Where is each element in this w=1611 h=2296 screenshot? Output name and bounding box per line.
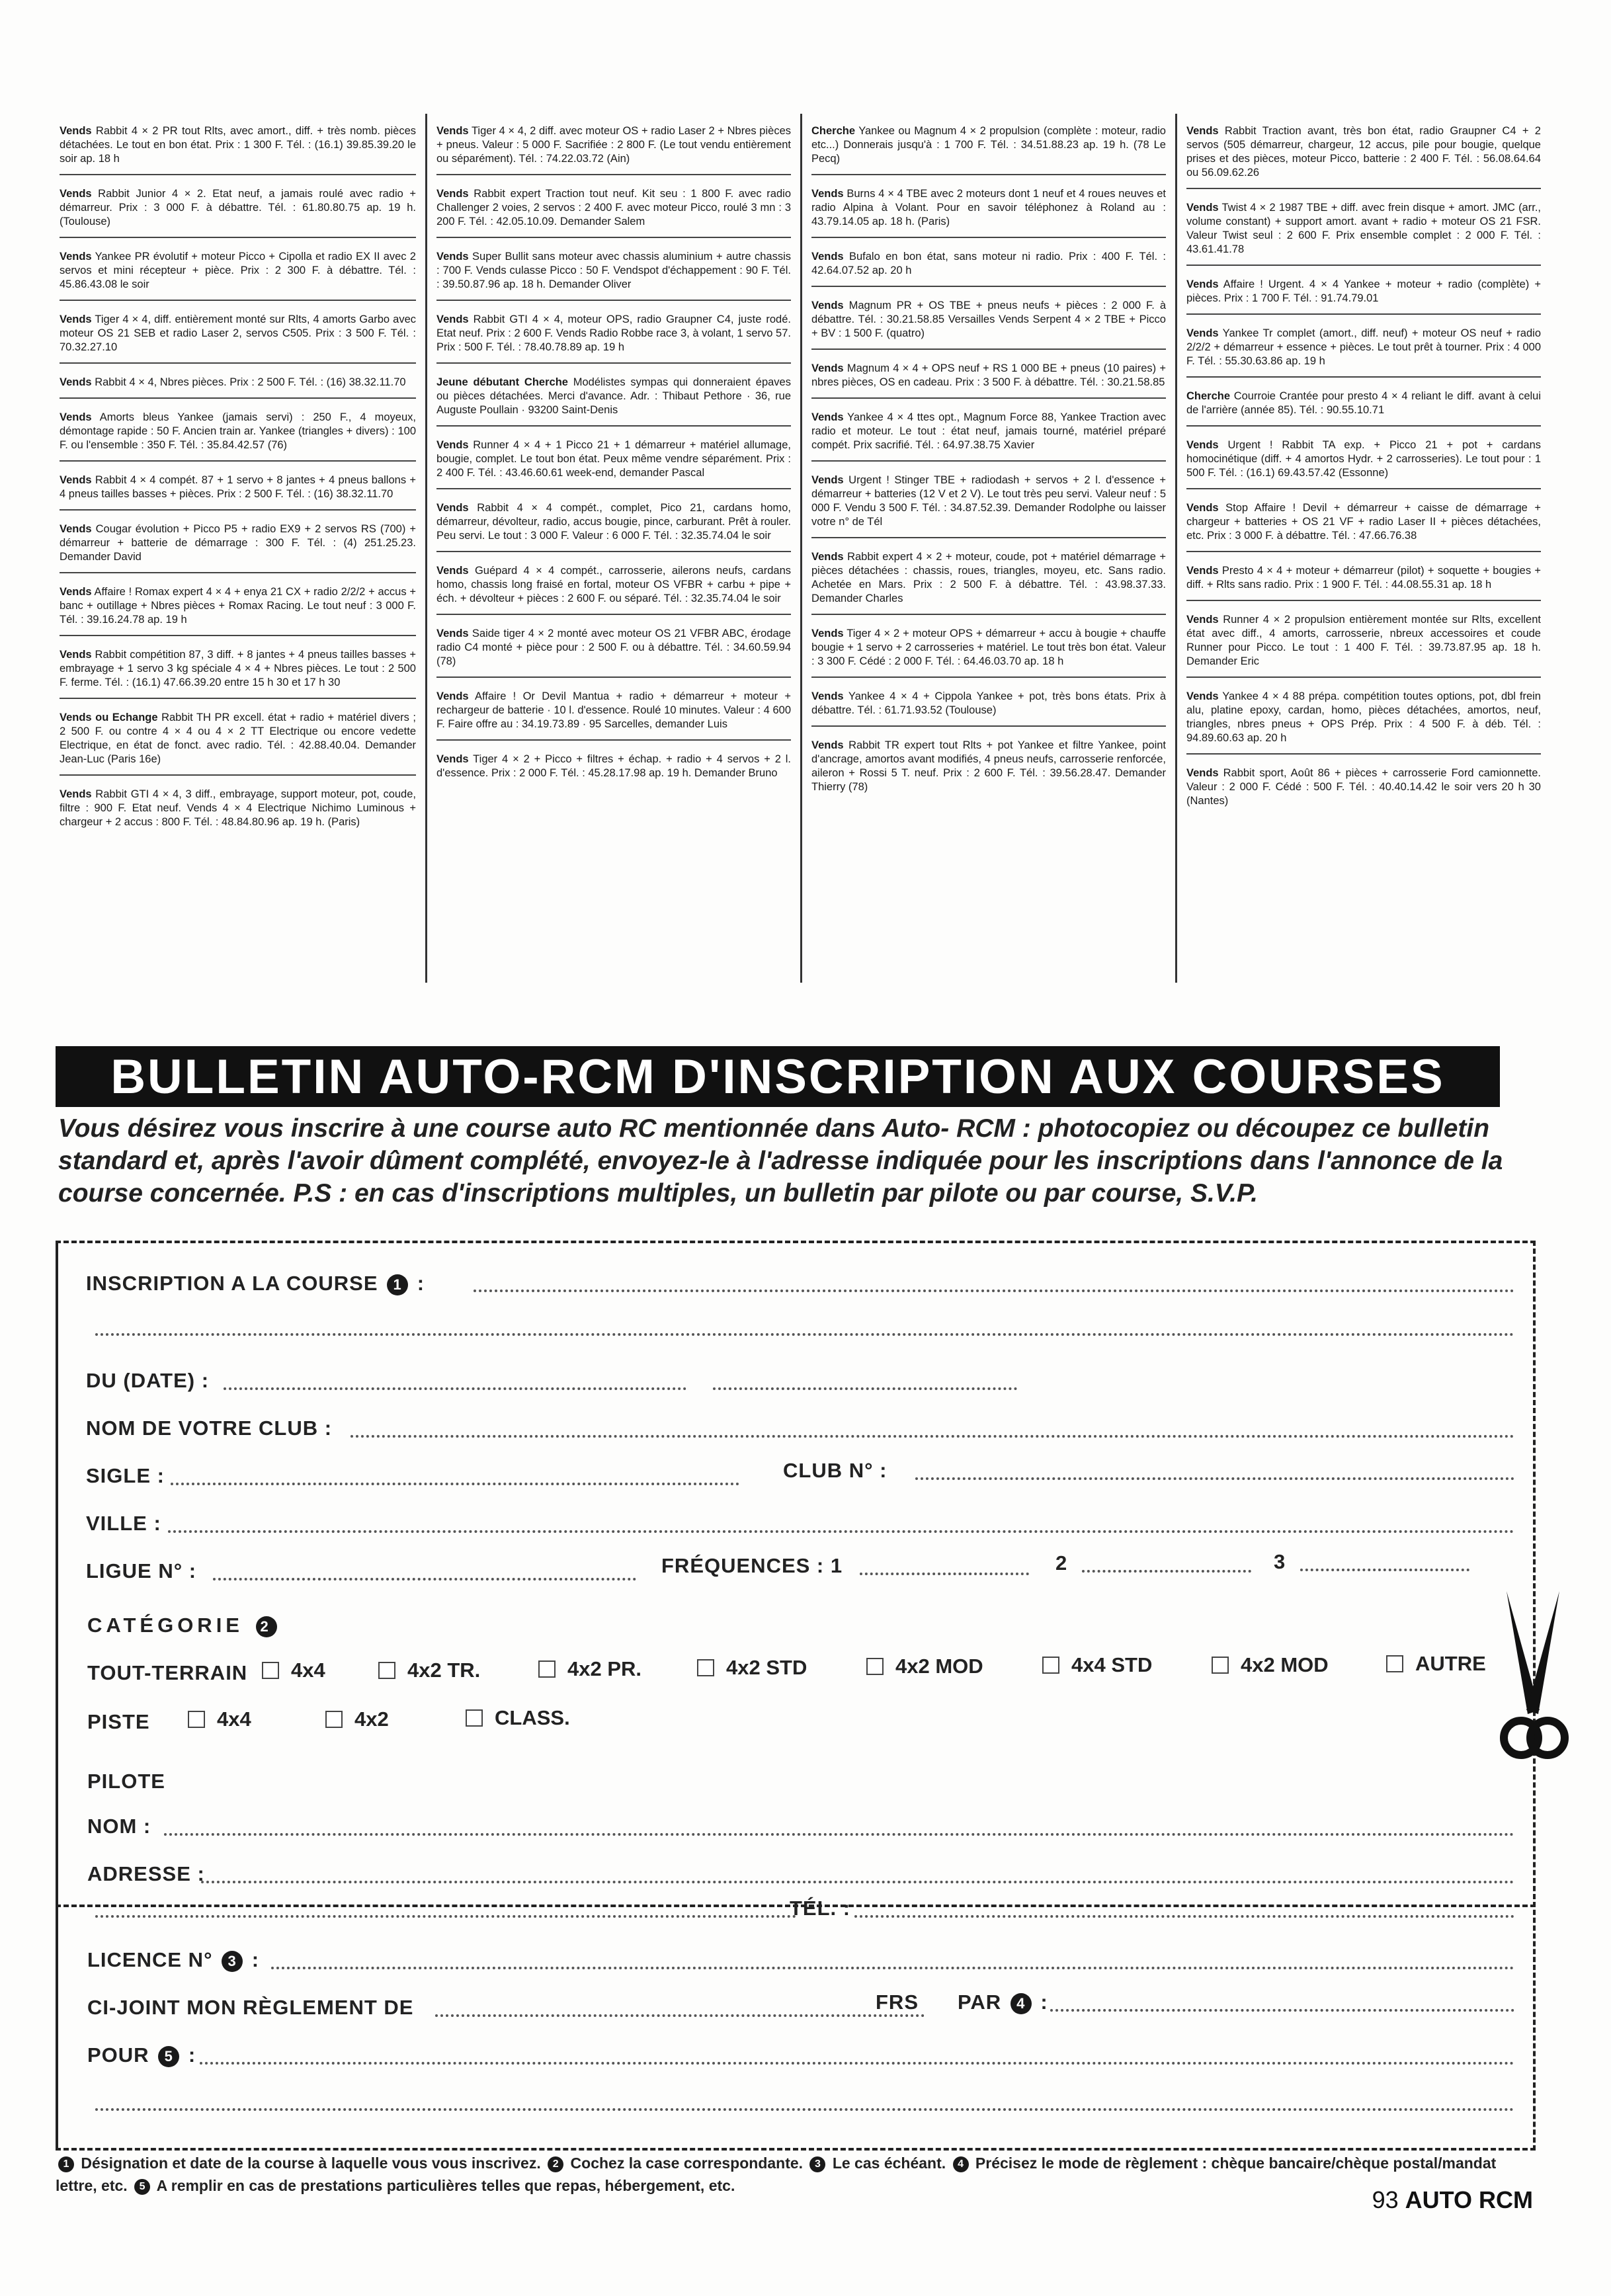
sigle-field[interactable] xyxy=(171,1483,739,1485)
classified-ad xyxy=(811,295,1166,350)
registration-form xyxy=(56,1241,1536,1907)
checkbox[interactable] xyxy=(538,1660,556,1678)
ad-keyword: Vends xyxy=(811,188,844,200)
ad-text: Runner 4 × 2 propulsion entièrement montée sur Rlts, excellent état avec diff., 4 amorts, carrosserie, nbreux accessoires et coude Runner pour Picco. Le tout : 1 400 F. Tél. : 39.73.87.95 ap. 18 h. Demander Eric xyxy=(1186,614,1541,667)
option-label: 4x4 xyxy=(217,1707,251,1731)
classified-ad xyxy=(1186,497,1541,552)
tt-option-4x2-std[interactable] xyxy=(697,1656,807,1680)
ad-keyword: Cherche xyxy=(1186,390,1231,402)
option-label: 4x2 MOD xyxy=(895,1655,983,1678)
classified-ad xyxy=(436,372,791,427)
classified-ad xyxy=(60,183,416,238)
option-label: 4x2 PR. xyxy=(567,1657,642,1680)
ad-keyword: Vends ou Echange xyxy=(60,712,158,723)
ad-text: Rabbit compétition 87, 3 diff. + 8 jantes + 4 pneus tailles basses + embrayage + 1 servo 3 kg spéciale 4 × 4 + Nbres pièces. Le tout : 2 500 F. ferme. Tél. : (16.1) 47.66.39.20 entre 15 h 30 et 17 h 30 xyxy=(60,649,416,688)
ad-text: Yankee 4 × 4 + Cippola Yankee + pot, très bons états. Prix à débattre. Tél. : 61.71.93.52 (Toulouse) xyxy=(811,690,1166,716)
ad-keyword: Vends xyxy=(1186,125,1219,137)
checkbox[interactable] xyxy=(378,1662,395,1679)
tt-option-4x2-mod[interactable] xyxy=(866,1655,983,1678)
ad-keyword: Vends xyxy=(811,628,844,639)
checkbox[interactable] xyxy=(1212,1657,1229,1674)
ad-text: Urgent ! Stinger TBE + radiodash + servos + 2 l. d'essence + démarreur + batteries (12 V et 2 V). Le tout très peu servi. Valeur neuf : 5 000 F. Vendu 3 500 F. Tél. : 34.87.52.39. Demander Rodolphe ou laisser votre n° de Tél xyxy=(811,474,1166,528)
ad-keyword: Vends xyxy=(60,188,92,200)
ad-text: Presto 4 × 4 + moteur + démarreur (pilot) + soquette + bougies + diff. + Rlts sans radio. Prix : 1 900 F. Tél. : 44.08.55.31 ap. 18 h xyxy=(1186,565,1541,591)
classified-ad xyxy=(60,372,416,399)
pour-label: POUR 5 : xyxy=(87,2043,196,2067)
bulletin-title: BULLETIN AUTO-RCM D'INSCRIPTION AUX COURSES xyxy=(110,1049,1445,1104)
categorie-text: CATÉGORIE xyxy=(87,1614,243,1637)
ad-text: Rabbit 4 × 4 compét., complet, Pico 21, cardans homo, démarreur, dévolteur, radio, accus bougie, pince, carburant. Prêt à rouler. Peu servi. Le tout : 3 000 F. Valeur : 6 000 F. Tél. : 32.35.74.04 le soir xyxy=(436,502,791,542)
tt-option-4x2-tr[interactable] xyxy=(378,1659,480,1682)
classified-ad xyxy=(60,470,416,511)
ad-keyword: Vends xyxy=(60,649,92,661)
frs-label: FRS xyxy=(876,1990,919,2014)
ad-keyword: Vends xyxy=(436,565,469,577)
par-text: PAR xyxy=(958,1990,1002,2014)
registration-form-lower xyxy=(56,1897,1536,2151)
checkbox[interactable] xyxy=(466,1709,483,1727)
ville-field[interactable] xyxy=(168,1530,1514,1533)
marker-4: 4 xyxy=(953,2156,969,2172)
footnote-5: A remplir en cas de prestations particulières telles que repas, hébergement, etc. xyxy=(156,2177,735,2194)
option-label: 4x4 xyxy=(291,1659,325,1682)
licence-label: LICENCE N° 3 : xyxy=(87,1948,260,1971)
page-number: 93 xyxy=(1372,2186,1399,2213)
ad-keyword: Vends xyxy=(60,376,92,388)
ad-keyword: Vends xyxy=(60,251,92,263)
ad-keyword: Vends xyxy=(436,502,469,514)
ad-text: Rabbit TH PR excell. état + radio + matériel divers ; 2 500 F. ou contre 4 × 4 ou 4 × 2 TT Electrique ou encore vedette Electrique, en état de fonct. avec radio. Tél. : 42.88.40.04. Demander Jean-Luc (Paris 16e) xyxy=(60,712,416,765)
ad-text: Guépard 4 × 4 compét., carrosserie, ailerons neufs, cardans homo, chassis long fraisé en fortal, moteur OS VFBR + carbu + pipe + éch. + dévolteur + pièces : 2 600 F. ou séparé. Tél. : 32.35.74.04 le soir xyxy=(436,565,791,604)
ad-text: Runner 4 × 4 + 1 Picco 21 + 1 démarreur + matériel allumage, bougie, complet. Le tout bon état. Peux même vendre séparément. Prix : 2 400 F. Tél. : 43.46.60.61 week-end, demander Pascal xyxy=(436,439,791,479)
ad-text: Magnum 4 × 4 + OPS neuf + RS 1 000 BE + pneus (10 paires) + nbres pièces, OS en cadeau. Prix : 3 500 F. à débattre. Tél. : 30.21.58.85 xyxy=(811,362,1166,388)
ad-keyword: Vends xyxy=(436,439,469,451)
classified-ad xyxy=(436,560,791,615)
classified-ad xyxy=(811,546,1166,615)
magazine-name: AUTO RCM xyxy=(1405,2186,1533,2213)
classified-ad xyxy=(436,246,791,301)
classified-ad xyxy=(1186,434,1541,489)
classified-ad xyxy=(60,407,416,462)
inscription-field-2[interactable] xyxy=(95,1333,1514,1336)
marker-2: 2 xyxy=(256,1616,277,1637)
ad-keyword: Vends xyxy=(1186,202,1219,214)
option-label: CLASS. xyxy=(495,1706,570,1729)
ad-text: Stop Affaire ! Devil + démarreur + caisse de démarrage + chargeur + batteries + OS 21 VF + radio Laser II + pièces détachées, etc. Prix : 3 000 F. à débattre. Tél. : 47.66.76.38 xyxy=(1186,502,1541,542)
classified-ad xyxy=(811,407,1166,462)
ads-column-1 xyxy=(50,114,425,983)
piste-option-4x2[interactable] xyxy=(325,1707,389,1731)
ad-keyword: Vends xyxy=(811,362,844,374)
footnote-4: Précisez le mode de règlement : chèque bancaire/chèque postal/mandat lettre, etc. xyxy=(56,2154,1497,2194)
classified-ad xyxy=(436,434,791,489)
ad-text: Tiger 4 × 2 + Picco + filtres + échap. + radio + 4 servos + 2 l. d'essence. Prix : 2 000 F. Tél. : 45.28.17.98 ap. 19 h. Demander Bruno xyxy=(436,753,791,779)
sigle-label: SIGLE : xyxy=(86,1464,165,1487)
club-no-field[interactable] xyxy=(915,1477,1514,1480)
classified-ad xyxy=(436,623,791,678)
classified-ad xyxy=(811,183,1166,238)
frequence-3-label: 3 xyxy=(1274,1550,1286,1573)
ad-keyword: Vends xyxy=(436,690,469,702)
option-label: 4x2 MOD xyxy=(1241,1653,1329,1676)
ad-keyword: Vends xyxy=(811,300,844,311)
licence-text: LICENCE N° xyxy=(87,1948,213,1971)
ad-text: Rabbit GTI 4 × 4, 3 diff., embrayage, support moteur, pot, coude, filtre : 900 F. Etat neuf. Vends 4 × 4 Electrique Nichimo Luminous + chargeur + 2 accus : 800 F. Tél. : 48.84.80.96 ap. 19 h. (Paris) xyxy=(60,788,416,828)
ad-keyword: Vends xyxy=(436,188,469,200)
classified-ad xyxy=(436,183,791,238)
marker-3: 3 xyxy=(222,1951,243,1972)
classified-ad xyxy=(60,707,416,776)
classified-ad xyxy=(60,309,416,364)
classified-ad xyxy=(811,623,1166,678)
ad-keyword: Vends xyxy=(811,551,844,563)
par-label: PAR 4 : xyxy=(958,1990,1048,2014)
reglement-field[interactable] xyxy=(435,2014,925,2017)
classified-ad xyxy=(436,497,791,552)
tout-terrain-label: TOUT-TERRAIN xyxy=(87,1661,248,1684)
scissors-icon xyxy=(1487,1584,1577,1783)
categorie-label xyxy=(87,1614,280,1637)
club-label: NOM DE VOTRE CLUB : xyxy=(86,1416,333,1440)
footnote-2: Cochez la case correspondante. xyxy=(570,2154,804,2172)
adresse-field[interactable] xyxy=(201,1881,1514,1883)
piste-option-class[interactable] xyxy=(466,1706,570,1730)
ad-keyword: Vends xyxy=(811,739,844,751)
ad-text: Rabbit TR expert tout Rlts + pot Yankee et filtre Yankee, point d'ancrage, amortos avant modifiés, 4 pneus neufs, carrosserie renforcée, aileron + Rossi 5 T. neuf. Prix : 2 600 F. Tél. : 39.56.28.47. Demander Thierry (78) xyxy=(811,739,1166,793)
ad-keyword: Vends xyxy=(1186,327,1219,339)
ad-keyword: Vends xyxy=(811,474,844,486)
ad-keyword: Vends xyxy=(811,690,844,702)
checkbox[interactable] xyxy=(1386,1655,1403,1672)
ad-keyword: Vends xyxy=(1186,439,1219,451)
ad-keyword: Vends xyxy=(1186,502,1219,514)
option-label: 4x2 xyxy=(354,1707,389,1731)
tel-label: TÉL. : xyxy=(790,1897,851,1920)
frequence-2-field[interactable] xyxy=(1082,1570,1251,1573)
date-field[interactable] xyxy=(224,1387,686,1390)
classified-ad xyxy=(1186,323,1541,378)
tt-option-4x2-mod-2[interactable] xyxy=(1212,1653,1329,1677)
bulletin-banner xyxy=(56,1046,1500,1107)
ad-text: Rabbit expert Traction tout neuf. Kit seu : 1 800 F. avec radio Challenger 2 voies, 2 servos : 2 400 F. avec moteur Picco, roulé 3 mn : 3 200 F. Tél. : 42.05.10.09. Demander Salem xyxy=(436,188,791,227)
ad-text: Rabbit Traction avant, très bon état, radio Graupner C4 + 2 servos (505 démarreur, chargeur, 12 accus, pile pour bougie, quelque prises et des pièces, moteur Picco, batterie : 2 400 F. Tél. : 56.08.64.64 ou 56.09.62.26 xyxy=(1186,125,1541,179)
ad-keyword: Vends xyxy=(1186,565,1219,577)
tt-option-4x4-std[interactable] xyxy=(1042,1653,1152,1677)
checkbox[interactable] xyxy=(866,1658,884,1675)
checkbox[interactable] xyxy=(188,1711,205,1728)
option-label: 4x4 STD xyxy=(1071,1653,1153,1676)
ad-text: Tiger 4 × 4, 2 diff. avec moteur OS + radio Laser 2 + Nbres pièces + pneus. Valeur : 5 000 F. Sacrifiée : 2 800 F. (Le tout vendu entièrement ou séparément). Tél. : 74.22.03.72 (Ain) xyxy=(436,125,791,165)
ad-text: Yankee 4 × 4 ttes opt., Magnum Force 88, Yankee Traction avec radio et moteur. Le tout : état neuf, jamais tourné, matériel préparé compét. Prix sacrifié. Tél. : 64.97.38.75 Xavier xyxy=(811,411,1166,451)
pour-field-2[interactable] xyxy=(95,2108,1514,2111)
ad-text: Magnum PR + OS TBE + pneus neufs + pièces : 2 000 F. à débattre. Tél. : 30.21.58.85 Versailles Vends Serpent 4 × 2 TBE + Picco + BV : 1 500 F. (quatro) xyxy=(811,300,1166,339)
marker-1: 1 xyxy=(387,1274,408,1295)
ad-text: Modélistes sympas qui donneraient épaves ou pièces détachées. Merci d'avance. Adr. : Thibaut Pethore · 36, rue Auguste Poullain · 93200 Saint-Denis xyxy=(436,376,791,416)
ad-keyword: Vends xyxy=(436,628,469,639)
frequences-label: FRÉQUENCES : 1 xyxy=(661,1554,843,1577)
frequence-1-field[interactable] xyxy=(860,1573,1029,1575)
ad-text: Rabbit Junior 4 × 2. Etat neuf, a jamais roulé avec radio + démarreur. Prix : 3 000 F. à débattre. Tél. : 61.80.80.75 ap. 19 h. (Toulouse) xyxy=(60,188,416,227)
checkbox[interactable] xyxy=(697,1659,714,1676)
ads-column-4 xyxy=(1175,114,1550,983)
ad-text: Affaire ! Urgent. 4 × 4 Yankee + moteur + radio (complète) + pièces. Prix : 1 700 F. Tél. : 91.74.79.01 xyxy=(1186,278,1541,304)
classified-ad xyxy=(1186,762,1541,816)
classified-ad xyxy=(1186,386,1541,427)
bulletin-intro: Vous désirez vous inscrire à une course auto RC mentionnée dans Auto- RCM : photocopiez ou découpez ce bulletin standard et, après l'avoir dûment complété, envoyez-le à l'adresse indiquée pour les inscriptions dans l'annonce de la course concernée. P.S : en cas d'inscriptions multiples, un bulletin par pilote ou par course, S.V.P. xyxy=(58,1114,1503,1208)
checkbox[interactable] xyxy=(1042,1657,1059,1674)
ad-text: Super Bullit sans moteur avec chassis aluminium + autre chassis : 700 F. Vends culasse Picco : 50 F. Vendspot d'échappement : 90 F. Tél. : 39.50.87.96 ap. 18 h. Demander Oliver xyxy=(436,251,791,290)
piste-option-4x4[interactable] xyxy=(188,1707,251,1731)
tel-field[interactable] xyxy=(854,1915,1514,1918)
inscription-field[interactable] xyxy=(474,1290,1514,1292)
ad-text: Burns 4 × 4 TBE avec 2 moteurs dont 1 neuf et 4 roues neuves et radio Alpina à Volant. Pour en savoir téléphonez à Roland au : 43.79.14.05 ap. 18 h. (Paris) xyxy=(811,188,1166,227)
tt-option-autre[interactable] xyxy=(1386,1652,1486,1676)
pilote-label: PILOTE xyxy=(87,1770,165,1793)
classified-ad xyxy=(1186,197,1541,266)
ad-text: Yankee ou Magnum 4 × 2 propulsion (complète : moteur, radio etc...) Donnerais jusqu'à : 1 700 F. Tél. : 34.51.88.23 ap. 19 h. (78 Le Pecq) xyxy=(811,125,1166,165)
classified-ad xyxy=(811,470,1166,538)
nom-field[interactable] xyxy=(164,1833,1514,1836)
ad-text: Rabbit 4 × 4, Nbres pièces. Prix : 2 500 F. Tél. : (16) 38.32.11.70 xyxy=(91,376,406,388)
footnotes xyxy=(56,2152,1497,2197)
adresse-field-2[interactable] xyxy=(95,1915,796,1918)
ad-text: Yankee PR évolutif + moteur Picco + Cipolla et radio EX II avec 2 servos et mini récepteur + pièce. Prix : 2 300 F. à débattre. Tél. : 45.86.43.08 le soir xyxy=(60,251,416,290)
ad-keyword: Vends xyxy=(60,313,92,325)
classified-ad xyxy=(811,246,1166,287)
ad-text: Yankee Tr complet (amort., diff. neuf) + moteur OS neuf + radio 2/2/2 + démarreur + essence + pièces. Le tout prêt à tourner. Prix : 4 000 F. Tél. : 55.30.63.86 ap. 19 h xyxy=(1186,327,1541,367)
marker-1: 1 xyxy=(58,2156,74,2172)
ad-keyword: Vends xyxy=(436,313,469,325)
club-no-label: CLUB N° : xyxy=(783,1459,888,1482)
ligue-label: LIGUE N° : xyxy=(86,1559,197,1582)
pour-text: POUR xyxy=(87,2043,149,2067)
ad-keyword: Vends xyxy=(60,474,92,486)
ad-text: Amorts bleus Yankee (jamais servi) : 250 F., 4 moyeux, démontage rapide : 50 F. Ancien train ar. Yankee (triangles + divers) : 100 F. ou l'ensemble : 350 F. Tél. : 35.84.42.57 (76) xyxy=(60,411,416,451)
footnote-3: Le cas échéant. xyxy=(832,2154,946,2172)
classified-ad xyxy=(60,518,416,573)
ad-text: Twist 4 × 2 1987 TBE + diff. avec frein disque + amort. JMC (arr., volume constant) + support amort. avant + radio + moteur OS 21 FSR. Valeur Twist seul : 2 600 F. Prix ensemble complet : 2 000 F. Tél. : 43.61.41.78 xyxy=(1186,202,1541,255)
classified-ad xyxy=(60,120,416,175)
ad-keyword: Vends xyxy=(60,788,92,800)
checkbox[interactable] xyxy=(325,1711,343,1728)
classified-ad xyxy=(1186,686,1541,755)
ad-keyword: Vends xyxy=(436,753,469,765)
ad-keyword: Vends xyxy=(1186,278,1219,290)
frequence-2-label: 2 xyxy=(1055,1551,1068,1575)
nom-label: NOM : xyxy=(87,1815,151,1838)
ad-text: Cougar évolution + Picco P5 + radio EX9 + 2 servos RS (700) + démarreur + batterie de démarrage : 300 F. Tél. : (4) 251.25.23. Demander David xyxy=(60,523,416,563)
ad-keyword: Vends xyxy=(811,251,844,263)
marker-5: 5 xyxy=(158,2046,179,2067)
inscription-text: INSCRIPTION A LA COURSE xyxy=(86,1272,378,1295)
ad-text: Tiger 4 × 4, diff. entièrement monté sur Rlts, 4 amorts Garbo avec moteur OS 21 SEB et radio Laser 2, servos C505. Prix : 3 500 F. Tél. : 70.32.27.10 xyxy=(60,313,416,353)
par-field[interactable] xyxy=(1050,2009,1514,2012)
ad-keyword: Vends xyxy=(1186,690,1219,702)
date-label: DU (DATE) : xyxy=(86,1369,210,1392)
marker-4: 4 xyxy=(1011,1993,1032,2014)
classified-ad xyxy=(811,358,1166,399)
frequence-3-field[interactable] xyxy=(1300,1569,1469,1571)
classified-ad xyxy=(60,246,416,301)
footnote-1: Désignation et date de la course à laquelle vous vous inscrivez. xyxy=(81,2154,541,2172)
ad-keyword: Vends xyxy=(811,411,844,423)
ad-keyword: Vends xyxy=(1186,767,1219,779)
ad-text: Yankee 4 × 4 88 prépa. compétition toutes options, pot, dbl frein alu, platine epoxy, cardan, homo, pièces détachées, amortos, neuf, triangles, nbres pneus + OPS Prép. Prix : 4 500 F. à déb. Tél. : 94.89.60.63 ap. 20 h xyxy=(1186,690,1541,744)
classified-ad xyxy=(436,749,791,788)
classified-ad xyxy=(811,735,1166,802)
classified-ad xyxy=(436,309,791,364)
ad-text: Rabbit expert 4 × 2 + moteur, coude, pot + matériel démarrage + pièces détachées : chassis, roues, triangles, moyeu, etc. Sans radio. Achetée en Mars. Prix : 2 500 F. à débattre. Tél. : 43.98.37.33. Demander Charles xyxy=(811,551,1166,604)
ad-text: Tiger 4 × 2 + moteur OPS + démarreur + accu à bougie + chauffe bougie + 1 servo + 2 carrosseries + matériel. Le tout très bon état. Valeur : 3 300 F. Cédé : 2 000 F. Tél. : 64.46.03.70 ap. 18 h xyxy=(811,628,1166,667)
marker-2: 2 xyxy=(548,2156,563,2172)
adresse-label: ADRESSE : xyxy=(87,1862,205,1885)
classified-ad xyxy=(1186,120,1541,189)
pour-field[interactable] xyxy=(200,2062,1514,2065)
classified-ad xyxy=(60,784,416,837)
club-field[interactable] xyxy=(351,1435,1514,1438)
option-label: 4x2 TR. xyxy=(407,1659,481,1682)
ad-text: Saide tiger 4 × 2 monté avec moteur OS 21 VFBR ABC, érodage radio C4 monté + pièce pour : 2 500 F. ou à débattre. Tél. : 34.60.59.94 (78) xyxy=(436,628,791,667)
classified-ad xyxy=(60,644,416,699)
ad-keyword: Cherche xyxy=(811,125,856,137)
option-label: 4x2 STD xyxy=(726,1656,807,1679)
classified-ad xyxy=(811,120,1166,175)
ad-text: Courroie Crantée pour presto 4 × 4 reliant le diff. avant à celui de l'arrière (année 85). Tél. : 90.55.10.71 xyxy=(1186,390,1541,416)
option-label: AUTRE xyxy=(1415,1652,1486,1675)
ville-label: VILLE : xyxy=(86,1512,161,1535)
ad-text: Bufalo en bon état, sans moteur ni radio. Prix : 400 F. Tél. : 42.64.07.52 ap. 20 h xyxy=(811,251,1166,276)
classified-ad xyxy=(1186,560,1541,601)
classified-ads xyxy=(50,114,1551,983)
page-footer xyxy=(1372,2186,1533,2214)
ad-keyword: Jeune débutant Cherche xyxy=(436,376,568,388)
piste-label: PISTE xyxy=(87,1710,150,1733)
ad-text: Rabbit 4 × 4 compét. 87 + 1 servo + 8 jantes + 4 pneus ballons + 4 pneus tailles basses + pièces. Prix : 2 500 F. Tél. : (16) 38.32.11.70 xyxy=(60,474,416,500)
marker-3: 3 xyxy=(809,2156,825,2172)
licence-field[interactable] xyxy=(271,1967,1514,1969)
classified-ad xyxy=(811,686,1166,727)
classified-ad xyxy=(1186,609,1541,678)
ligue-field[interactable] xyxy=(213,1578,636,1580)
tt-option-4x2-pr[interactable] xyxy=(538,1657,641,1681)
ad-keyword: Vends xyxy=(60,586,92,598)
ad-keyword: Vends xyxy=(436,251,469,263)
classified-ad xyxy=(436,686,791,741)
date-field-2[interactable] xyxy=(713,1387,1017,1390)
ad-text: Affaire ! Or Devil Mantua + radio + démarreur + moteur + rechargeur de batterie · 10 l. d'essence. Roulé 10 minutes. Valeur : 4 600 F. Faire offre au : 34.19.73.89 · 95 Sarcelles, demander Luis xyxy=(436,690,791,730)
marker-5: 5 xyxy=(134,2179,150,2195)
ad-keyword: Vends xyxy=(1186,614,1219,626)
ad-text: Affaire ! Romax expert 4 × 4 + enya 21 CX + radio 2/2/2 + accus + banc + outillage + Nbres pièces + Romax Racing. Le tout neuf : 3 000 F. Tél. : 39.16.24.78 ap. 19 h xyxy=(60,586,416,626)
classified-ad xyxy=(1186,274,1541,315)
ads-column-2 xyxy=(425,114,800,983)
classified-ad xyxy=(60,581,416,636)
ad-keyword: Vends xyxy=(436,125,469,137)
ad-text: Rabbit sport, Août 86 + pièces + carrosserie Ford camionnette. Valeur : 2 000 F. Cédé : 500 F. Tél. : 40.40.14.42 le soir vers 20 h 30 (Nantes) xyxy=(1186,767,1541,807)
inscription-label: INSCRIPTION A LA COURSE 1 : xyxy=(86,1272,425,1295)
checkbox[interactable] xyxy=(262,1662,279,1679)
ad-text: Rabbit GTI 4 × 4, moteur OPS, radio Graupner C4, juste rodé. Etat neuf. Prix : 2 600 F. Vends Radio Robbe race 3, à volant, 1 servo 57. Prix : 500 F. Tél. : 78.40.78.89 ap. 19 h xyxy=(436,313,791,353)
reglement-label: CI-JOINT MON RÈGLEMENT DE xyxy=(87,1996,414,2019)
tt-option-4x4[interactable] xyxy=(262,1659,325,1682)
ads-column-3 xyxy=(800,114,1175,983)
ad-text: Urgent ! Rabbit TA exp. + Picco 21 + pot + cardans homocinétique (diff. + 4 amortos Hydr. + 2 carrosseries). Le tout pour : 1 500 F. Tél. : (16.1) 69.43.57.42 (Essonne) xyxy=(1186,439,1541,479)
ad-keyword: Vends xyxy=(60,125,92,137)
classified-ad xyxy=(436,120,791,175)
ad-keyword: Vends xyxy=(60,411,92,423)
ad-keyword: Vends xyxy=(60,523,92,535)
ad-text: Rabbit 4 × 2 PR tout Rlts, avec amort., diff. + très nomb. pièces détachées. Le tout en bon état. Prix : 1 300 F. Tél. : (16.1) 39.85.39.20 le soir ap. 18 h xyxy=(60,125,416,165)
